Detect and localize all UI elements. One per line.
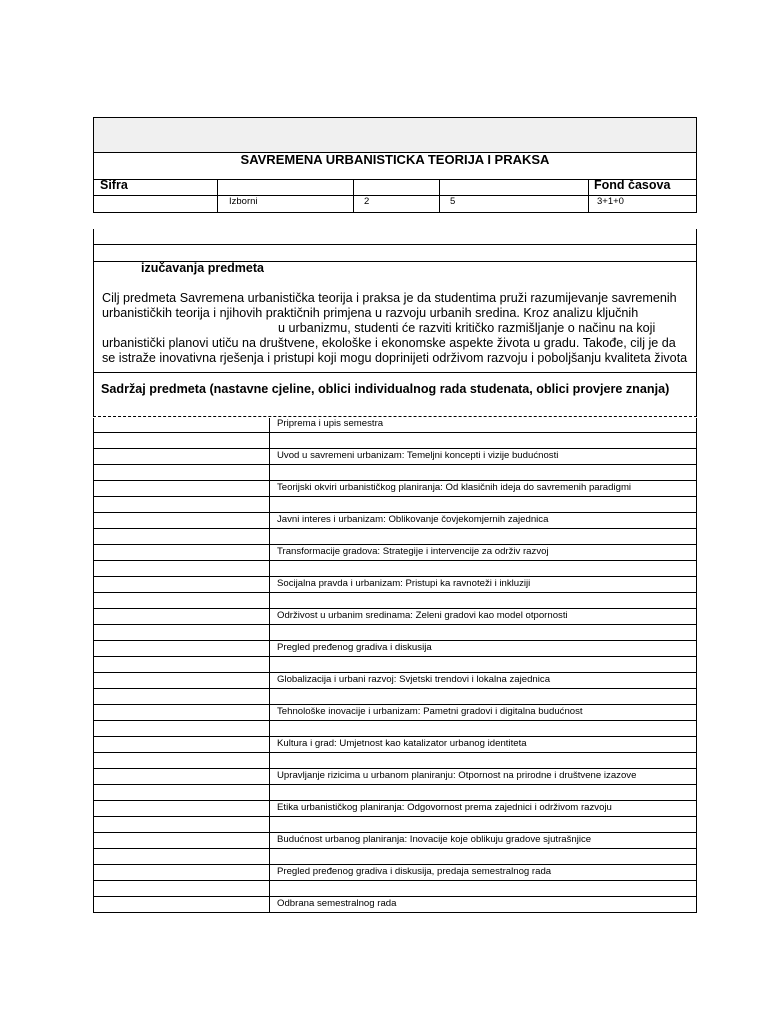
description-line: u urbanizmu, studenti će razviti kritičko razmišljanje o načinu na koji [278,321,656,335]
table-row-line [94,656,696,657]
course-hours: 3+1+0 [597,196,624,207]
topic-item: Transformacije gradova: Strategije i intervencije za održiv razvoj [277,546,549,557]
description-heading: izučavanja predmeta [141,261,264,275]
cell-divider [588,179,589,195]
topic-item: Tehnološke inovacije i urbanizam: Pametni gradovi i digitalna budućnost [277,706,583,717]
description-line: urbanistički planovi utiču na društvene, ekološke i ekonomske aspekte života u gradu. Takođe, cilj je da [102,336,676,350]
topic-item: Održivost u urbanim sredinama: Zeleni gradovi kao model otpornosti [277,610,568,621]
cell-divider [588,195,589,212]
cell-divider [217,195,218,212]
table-row-line [94,560,696,561]
topic-item: Pregled pređenog gradiva i diskusija, predaja semestralnog rada [277,866,552,877]
table-row-line [94,784,696,785]
topic-item: Priprema i upis semestra [277,418,384,429]
topic-item: Teorijski okviri urbanističkog planiranja: Od klasičnih ideja do savremenih paradigmi [277,482,632,493]
description-line: se istraže inovativna rješenja i pristupi koji mogu doprinijeti održivom razvoju i poboljšanju kvaliteta života [102,351,688,365]
course-info-values-row [93,195,697,213]
course-title-row [93,152,697,180]
topic-item: Socijalna pravda i urbanizam: Pristupi ka ravnoteži i inkluziji [277,578,531,589]
topic-item: Globalizacija i urbani razvoj: Svjetski trendovi i lokalna zajednica [277,674,551,685]
topic-item: Etika urbanističkog planiranja: Odgovornost prema zajednici i održivom razvoju [277,802,612,813]
table-row-line [94,720,696,721]
table-row-line [94,768,696,769]
topic-item: Pregled pređenog gradiva i diskusija [277,642,432,653]
topics-table [93,418,697,913]
course-info-labels-row [93,179,697,196]
topic-item: Uvod u savremeni urbanizam: Temeljni koncepti i vizije budućnosti [277,450,559,461]
cell-divider [217,179,218,195]
table-row-line [94,752,696,753]
cell-divider [439,179,440,195]
table-row-line [94,736,696,737]
table-row-line [94,848,696,849]
course-status: Izborni [229,196,258,207]
topic-item: Kultura i grad: Umjetnost kao katalizator urbanog identiteta [277,738,527,749]
code-label: Sifra [100,178,128,192]
table-row-line [94,608,696,609]
table-row-line [94,464,696,465]
table-row-line [94,512,696,513]
description-section [93,229,697,417]
table-row-line [94,704,696,705]
table-row-line [94,880,696,881]
course-ects: 5 [450,196,456,207]
cell-divider [439,195,440,212]
topic-item: Upravljanje rizicima u urbanom planiranju: Otpornost na prirodne i društvene izazove [277,770,637,781]
table-row-line [94,576,696,577]
description-line: urbanističkih teorija i njihovih praktičnih primjena u razvoju urbanih sredina. Kroz analizu ključnih [102,306,639,320]
dashed-separator [93,416,697,417]
column-divider [269,418,270,912]
table-row-line [94,864,696,865]
table-row-line [94,672,696,673]
content-heading: Sadržaj predmeta (nastavne cjeline, oblici individualnog rada studenata, oblici provjere znanja) [101,382,670,396]
table-row-line [94,912,696,913]
table-row-line [94,624,696,625]
table-row-line [94,688,696,689]
table-row-line [94,800,696,801]
row-divider [94,244,696,245]
description-text [102,291,688,366]
table-row-line [94,528,696,529]
table-row-line [94,448,696,449]
topic-item: Odbrana semestralnog rada [277,898,397,909]
table-row-line [94,432,696,433]
table-row-line [94,544,696,545]
description-line: Cilj predmeta Savremena urbanistička teorija i praksa je da studentima pruži razumijevanje savremenih [102,291,677,305]
header-grey-band [93,117,697,153]
table-row-line [94,592,696,593]
table-row-line [94,480,696,481]
topic-item: Budućnost urbanog planiranja: Inovacije koje oblikuju gradove sjutrašnjice [277,834,592,845]
table-row-line [94,832,696,833]
cell-divider [353,195,354,212]
table-row-line [94,896,696,897]
course-semester: 2 [364,196,370,207]
row-divider [94,372,696,373]
table-row-line [94,640,696,641]
topic-item: Javni interes i urbanizam: Oblikovanje čovjekomjernih zajednica [277,514,549,525]
table-row-line [94,816,696,817]
hours-label: Fond časova [594,178,671,192]
table-row-line [94,496,696,497]
course-title: SAVREMENA URBANISTICKA TEORIJA I PRAKSA [240,152,550,167]
cell-divider [353,179,354,195]
